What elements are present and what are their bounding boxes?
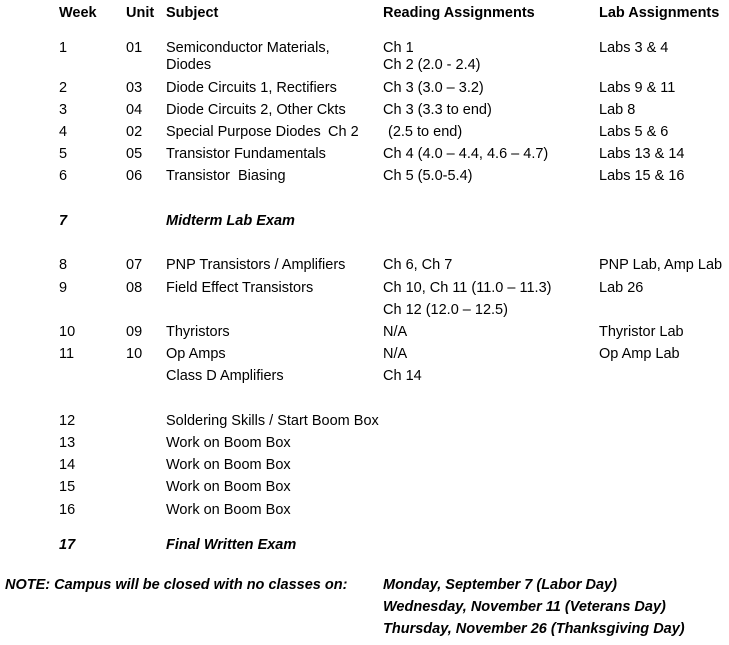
week-number: 6: [59, 168, 68, 184]
reading-text-line2: Ch 2 (2.0 - 2.4): [383, 57, 481, 73]
unit-number: 08: [126, 280, 143, 296]
subject-text: Field Effect Transistors: [166, 280, 314, 296]
reading-text: Ch 6, Ch 7: [383, 257, 453, 273]
lab-text: Op Amp Lab: [599, 346, 680, 362]
note-label: NOTE: Campus will be closed with no classes on:: [5, 577, 348, 593]
header-subject: Subject: [166, 5, 219, 21]
reading-text: Ch 3 (3.0 – 3.2): [383, 80, 484, 96]
header-reading-assignments: Reading Assignments: [383, 5, 535, 21]
subject-text: Transistor Biasing: [166, 168, 286, 184]
subject-text: Transistor Fundamentals: [166, 146, 326, 162]
lab-text: Labs 15 & 16: [599, 168, 685, 184]
week-number: 3: [59, 102, 68, 118]
week-number: 5: [59, 146, 68, 162]
reading-text: N/A: [383, 346, 408, 362]
reading-text: Ch 10, Ch 11 (11.0 – 11.3): [383, 280, 552, 296]
subject-text: Thyristors: [166, 324, 230, 340]
week-number: 4: [59, 124, 68, 140]
closure-date: Monday, September 7 (Labor Day): [383, 577, 617, 593]
subject-text: Midterm Lab Exam: [166, 213, 295, 229]
closure-date: Thursday, November 26 (Thanksgiving Day): [383, 621, 685, 637]
reading-text: N/A: [383, 324, 408, 340]
subject-text: Diode Circuits 2, Other Ckts: [166, 102, 346, 118]
header-week: Week: [59, 5, 97, 21]
reading-text-line2: Ch 12 (12.0 – 12.5): [383, 302, 508, 318]
week-number: 16: [59, 502, 76, 518]
lab-text: Labs 3 & 4: [599, 40, 669, 56]
lab-text: PNP Lab, Amp Lab: [599, 257, 723, 273]
reading-text: (2.5 to end): [388, 124, 463, 140]
week-number: 17: [59, 537, 76, 553]
unit-number: 02: [126, 124, 143, 140]
unit-number: 04: [126, 102, 143, 118]
week-number: 1: [59, 40, 68, 56]
subject-text: Op Amps: [166, 346, 226, 362]
subject-text: Final Written Exam: [166, 537, 297, 553]
subject-text: Semiconductor Materials,: [166, 40, 330, 56]
unit-number: 07: [126, 257, 143, 273]
subject-text: Work on Boom Box: [166, 457, 291, 473]
week-number: 15: [59, 479, 76, 495]
reading-text: Ch 4 (4.0 – 4.4, 4.6 – 4.7): [383, 146, 549, 162]
week-number: 8: [59, 257, 68, 273]
header-unit: Unit: [126, 5, 155, 21]
week-number: 7: [59, 213, 68, 229]
week-number: 10: [59, 324, 76, 340]
unit-number: 09: [126, 324, 143, 340]
unit-number: 03: [126, 80, 143, 96]
week-number: 11: [59, 346, 75, 362]
reading-text-line2: Ch 14: [383, 368, 422, 384]
week-number: 2: [59, 80, 68, 96]
reading-text: Ch 3 (3.3 to end): [383, 102, 492, 118]
subject-text: Soldering Skills / Start Boom Box: [166, 413, 379, 429]
subject-text: Diode Circuits 1, Rectifiers: [166, 80, 337, 96]
week-number: 14: [59, 457, 76, 473]
closure-date: Wednesday, November 11 (Veterans Day): [383, 599, 666, 615]
reading-text: Ch 1: [383, 40, 414, 56]
subject-text: Work on Boom Box: [166, 479, 291, 495]
unit-number: 10: [126, 346, 143, 362]
header-lab-assignments: Lab Assignments: [599, 5, 720, 21]
reading-text: Ch 5 (5.0-5.4): [383, 168, 473, 184]
subject-text: Work on Boom Box: [166, 502, 291, 518]
lab-text: Labs 9 & 11: [599, 80, 676, 96]
week-number: 13: [59, 435, 76, 451]
subject-text-tail: Ch 2: [328, 124, 359, 140]
lab-text: Labs 13 & 14: [599, 146, 685, 162]
lab-text: Labs 5 & 6: [599, 124, 669, 140]
subject-text: Special Purpose Diodes: [166, 124, 321, 140]
unit-number: 06: [126, 168, 143, 184]
week-number: 12: [59, 413, 76, 429]
lab-text: Lab 8: [599, 102, 636, 118]
subject-text-line2: Class D Amplifiers: [166, 368, 284, 384]
lab-text: Lab 26: [599, 280, 644, 296]
unit-number: 01: [126, 40, 143, 56]
subject-text: PNP Transistors / Amplifiers: [166, 257, 346, 273]
week-number: 9: [59, 280, 68, 296]
unit-number: 05: [126, 146, 143, 162]
subject-text-line2: Diodes: [166, 57, 212, 73]
subject-text: Work on Boom Box: [166, 435, 291, 451]
lab-text: Thyristor Lab: [599, 324, 684, 340]
